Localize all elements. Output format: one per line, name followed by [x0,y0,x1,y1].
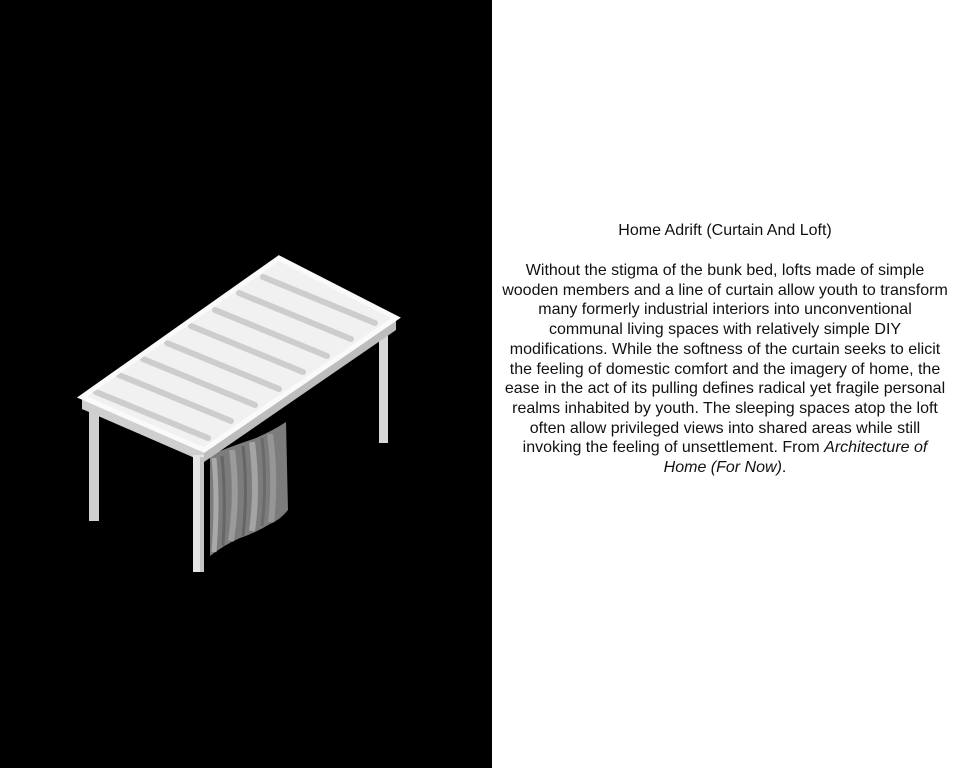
loft-leg-front-left-shade [200,457,204,572]
text-panel [492,0,960,768]
project-description [502,261,948,478]
caption-block [502,220,948,478]
loft-leg-back-right [379,327,388,443]
source-title: Architecture of Home (For Now) [663,439,928,477]
description-text: Without the stigma of the bunk bed, lofts made of simple wooden members and a line of curtain allow youth to transform many formerly industrial interiors into unconventional communal living spaces with relatively simple DIY modifications. While the softness of the curtain seeks to elicit the feeling of domestic comfort and the imagery of home, the ease in the act of its pulling defines radical yet fragile personal realms inhabited by youth. The sleeping spaces atop the loft often allow privileged views into shared areas while still invoking the feeling of unsettlement. [502,262,948,457]
project-title: Home Adrift (Curtain And Loft) [618,222,832,239]
loft-leg-back-left [89,405,99,521]
source-suffix: . [781,459,787,477]
source-prefix: From [782,439,820,457]
